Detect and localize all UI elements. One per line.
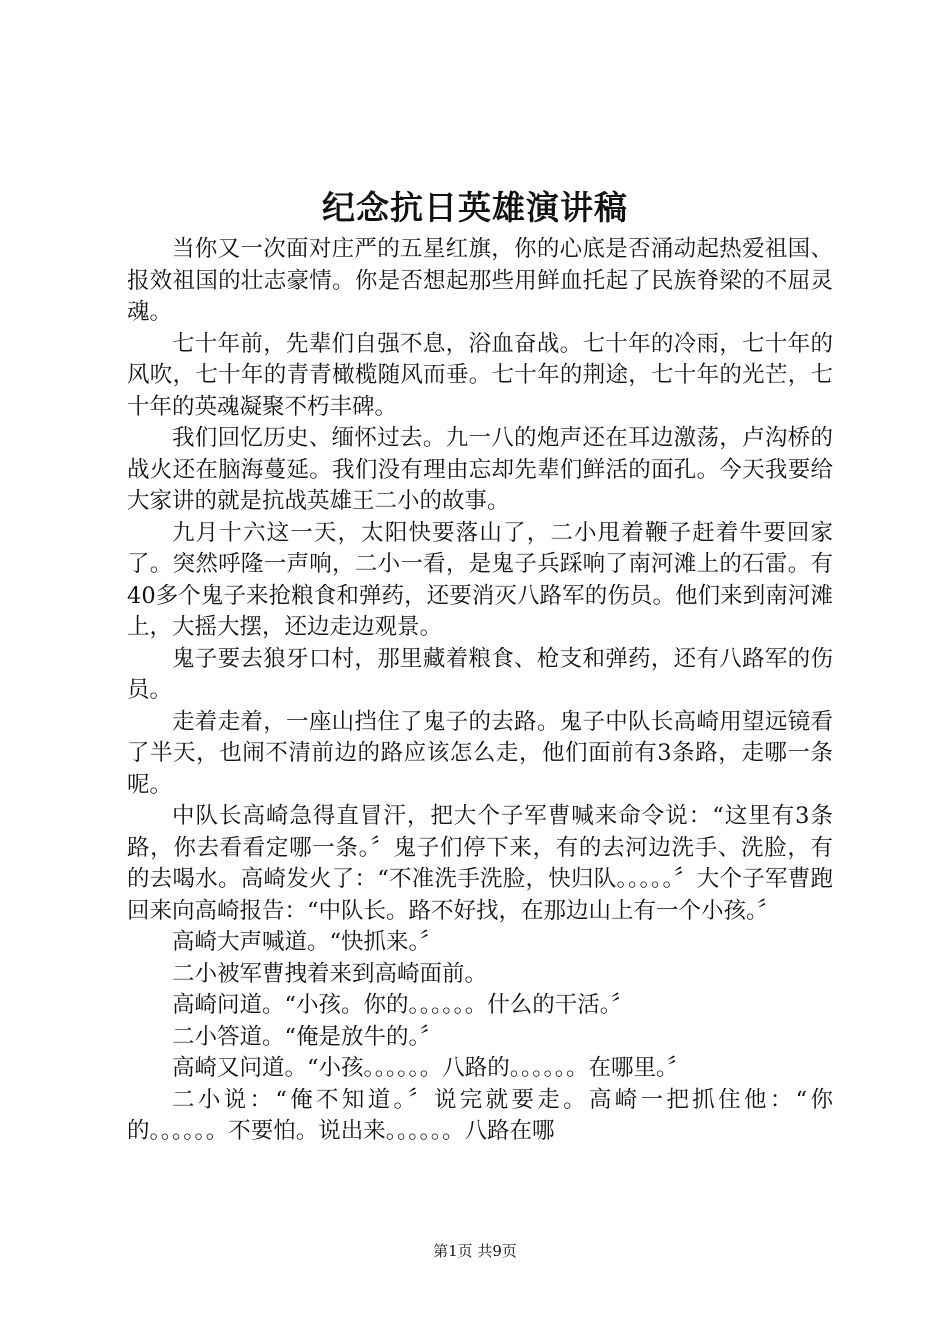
paragraph: 七十年前，先辈们自强不息，浴血奋战。七十年的冷雨，七十年的风吹，七十年的青青橄榄随风而垂。七十年的荆途，七十年的光芒，七十年的英魂凝聚不朽丰碑。 [127, 330, 833, 420]
paragraph: 高崎大声喊道。“快抓来。〞 [172, 929, 443, 955]
paragraph: 中队长高崎急得直冒汗，把大个子军曹喊来命令说：“这里有3条路，你去看看定哪一条。〞鬼子们停下来，有的去河边洗手、洗脸，有的去喝水。高崎发火了：“不准洗手洗脸，快归队。。。。。〞大个子军曹跑回来向高崎报告：“中队长。路不好找，在那边山上有一个小孩。〞 [127, 803, 833, 924]
paragraph: 二小说：“俺不知道。〞说完就要走。高崎一把抓住他：“你的。。。。。。不要怕。说出来。。。。。。八路在哪 [127, 1086, 833, 1144]
paragraph: 我们回忆历史、缅怀过去。九一八的炮声还在耳边激荡，卢沟桥的战火还在脑海蔓延。我们没有理由忘却先辈们鲜活的面孔。今天我要给大家讲的就是抗战英雄王二小的故事。 [127, 425, 833, 514]
paragraph: 二小答道。“俺是放牛的。〞 [172, 1023, 443, 1050]
paragraph: 当你又一次面对庄严的五星红旗，你的心底是否涌动起热爱祖国、报效祖国的壮志豪情。你是否想起那些用鲜血托起了民族脊梁的不屈灵魂。 [127, 236, 833, 325]
document-body [127, 234, 833, 1148]
paragraph: 高崎又问道。“小孩。。。。。。八路的。。。。。。在哪里。〞 [172, 1055, 690, 1081]
paragraph: 走着走着，一座山挡住了鬼子的去路。鬼子中队长高崎用望远镜看了半天，也闹不清前边的路应该怎么走，他们面前有3条路，走哪一条呢。 [127, 708, 833, 798]
paragraph: 九月十六这一天，太阳快要落山了，二小甩着鞭子赶着牛要回家了。突然呼隆一声响，二小一看，是鬼子兵踩响了南河滩上的石雷。有40多个鬼子来抢粮食和弹药，还要消灭八路军的伤员。他们来到南河滩上，大摇大摆，还边走边观景。 [127, 519, 833, 640]
page-number-footer: 第1页 共9页 [433, 1242, 517, 1260]
paragraph: 二小被军曹拽着来到高崎面前。 [172, 960, 488, 987]
paragraph: 鬼子要去狼牙口村，那里藏着粮食、枪支和弹药，还有八路军的伤员。 [127, 645, 833, 703]
paragraph: 高崎问道。“小孩。你的。。。。。。什么的干活。〞 [172, 992, 634, 1018]
document-title: 纪念抗日英雄演讲稿 [322, 188, 628, 227]
